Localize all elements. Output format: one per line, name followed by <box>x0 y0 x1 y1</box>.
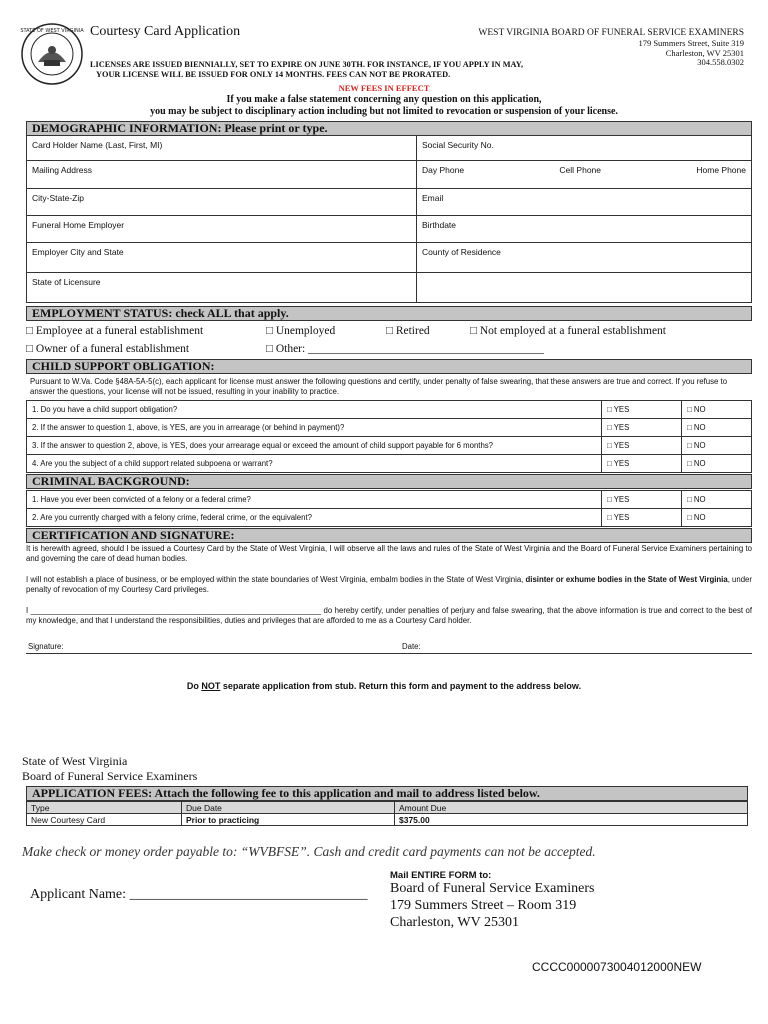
new-fees-notice: NEW FEES IN EFFECT <box>338 83 430 93</box>
email-field[interactable] <box>417 189 751 215</box>
donot-c: separate application from stub. Return this form and payment to the address below. <box>220 681 582 691</box>
no-checkbox[interactable]: □ NO <box>682 491 752 509</box>
yes-checkbox[interactable]: □ YES <box>602 491 682 509</box>
notice-line-1: LICENSES ARE ISSUED BIENNIALLY, SET TO EXPIRE ON JUNE 30TH. FOR INSTANCE, IF YOU APPLY IN MAY, <box>90 60 524 69</box>
other-checkbox[interactable]: □ Other: _________________________________________ <box>266 343 544 355</box>
yes-checkbox[interactable]: □ YES <box>602 455 682 473</box>
certification-para-2 <box>26 575 752 595</box>
state-name: State of West Virginia <box>22 754 128 768</box>
board-phone: 304.558.0302 <box>697 57 744 68</box>
mail-heading: Mail ENTIRE FORM to: <box>390 870 492 881</box>
col-due: Due Date <box>182 802 395 814</box>
retired-checkbox[interactable]: □ Retired <box>386 325 430 337</box>
employer-city-field[interactable]: Employer City and State <box>27 243 417 272</box>
criminal-table <box>26 490 752 527</box>
table-row <box>27 802 748 814</box>
para2-text-a: I will not establish a place of business, or be employed within the state boundaries of West Virginia, embalm bodies in the State of West Virginia, <box>26 575 526 584</box>
form-code: CCCC0000073004012000NEW <box>532 960 702 974</box>
board-address-1: 179 Summers Street, Suite 319 <box>638 37 744 48</box>
table-row <box>27 455 752 473</box>
child-support-intro: Pursuant to W.Va. Code §48A-5A-5(c), each applicant for license must answer the following questions and certify, under penalty of false swearing, that these answers are true and correct. If you refuse to answer the questions, your license will not be issued, resulting in your inability to practice. <box>30 377 728 397</box>
svg-text:STATE OF WEST VIRGINIA: STATE OF WEST VIRGINIA <box>20 28 84 34</box>
applicant-name-field[interactable]: Applicant Name: __________________________________ <box>30 887 368 902</box>
table-row <box>27 814 748 826</box>
certification-heading: CERTIFICATION AND SIGNATURE: <box>26 528 752 543</box>
fees-table <box>26 801 748 826</box>
employee-checkbox[interactable]: □ Employee at a funeral establishment <box>26 325 204 337</box>
no-checkbox[interactable]: □ NO <box>682 509 752 527</box>
question-text: 1. Have you ever been convicted of a felony or a federal crime? <box>27 491 602 509</box>
warning-line-1: If you make a false statement concerning any question on this application, <box>226 94 542 105</box>
yes-checkbox[interactable]: □ YES <box>602 437 682 455</box>
col-type: Type <box>27 802 182 814</box>
question-text: 1. Do you have a child support obligation? <box>27 401 602 419</box>
do-not-separate-notice <box>0 681 768 691</box>
criminal-heading: CRIMINAL BACKGROUND: <box>26 474 752 489</box>
state-seal-logo <box>20 22 84 86</box>
question-text: 2. If the answer to question 1, above, is YES, are you in arrearage (or behind in payment)? <box>27 419 602 437</box>
state-licensure-field[interactable]: State of Licensure <box>27 273 417 302</box>
form-title: Courtesy Card Application <box>90 24 241 39</box>
yes-checkbox[interactable]: □ YES <box>602 509 682 527</box>
board-name: WEST VIRGINIA BOARD OF FUNERAL SERVICE EXAMINERS <box>478 28 744 38</box>
employer-field[interactable]: Funeral Home Employer <box>27 216 417 242</box>
phone-fields[interactable] <box>417 161 751 188</box>
county-label: County of Residence <box>422 247 501 257</box>
table-row <box>27 437 752 455</box>
email-label: Email <box>422 193 444 203</box>
table-row <box>27 401 752 419</box>
table-row <box>27 509 752 527</box>
mail-line-2: 179 Summers Street – Room 319 <box>390 898 577 914</box>
owner-checkbox[interactable]: □ Owner of a funeral establishment <box>26 343 190 355</box>
notice-line-2: YOUR LICENSE WILL BE ISSUED FOR ONLY 14 MONTHS. FEES CAN NOT BE PRORATED. <box>96 70 451 80</box>
home-phone-label: Home Phone <box>696 165 746 175</box>
board-address-2: Charleston, WV 25301 <box>665 47 744 58</box>
yes-checkbox[interactable]: □ YES <box>602 419 682 437</box>
demographic-heading: DEMOGRAPHIC INFORMATION: Please print or type. <box>26 121 752 136</box>
employment-options <box>26 322 752 358</box>
day-phone-label: Day Phone <box>422 165 465 175</box>
date-label: Date: <box>402 642 421 651</box>
question-text: 3. If the answer to question 2, above, is YES, does your arrearage equal or exceed the amount of child support payable for 6 months? <box>27 437 602 455</box>
payable-note: Make check or money order payable to: “WVBFSE”. Cash and credit card payments can not be accepted. <box>22 844 596 859</box>
question-text: 4. Are you the subject of a child support related subpoena or warrant? <box>27 455 602 473</box>
col-amount: Amount Due <box>395 802 748 814</box>
para2-text-c: , under penalty of revocation of my Courtesy Card privileges. <box>26 575 752 595</box>
unemployed-checkbox[interactable]: □ Unemployed <box>266 325 336 337</box>
warning-line-2: you may be subject to disciplinary action including but not limited to revocation or suspension of your license. <box>150 106 618 117</box>
blank-cell <box>417 273 751 302</box>
not-employed-checkbox[interactable]: □ Not employed at a funeral establishment <box>470 325 666 337</box>
fee-type: New Courtesy Card <box>27 814 182 826</box>
county-field[interactable] <box>417 243 751 272</box>
no-checkbox[interactable]: □ NO <box>682 401 752 419</box>
ssn-field[interactable] <box>417 136 751 160</box>
fee-amount: $375.00 <box>395 814 748 826</box>
yes-checkbox[interactable]: □ YES <box>602 401 682 419</box>
table-row <box>27 419 752 437</box>
question-text: 2. Are you currently charged with a felony crime, federal crime, or the equivalent? <box>27 509 602 527</box>
no-checkbox[interactable]: □ NO <box>682 455 752 473</box>
table-row <box>27 491 752 509</box>
mail-line-3: Charleston, WV 25301 <box>390 914 519 930</box>
signature-line[interactable] <box>26 640 752 654</box>
ssn-label: Social Security No. <box>422 140 494 150</box>
birthdate-field[interactable] <box>417 216 751 242</box>
false-statement-warning <box>0 94 768 118</box>
board-name-footer: Board of Funeral Service Examiners <box>22 769 198 783</box>
donot-a: Do <box>186 681 202 691</box>
certification-para-1: It is herewith agreed, should I be issued a Courtesy Card by the State of West Virginia, I will observe all the laws and rules of the State of West Virginia and the Board of Funeral Service Examiners pertaining to and governing the care of dead human bodies. <box>26 544 752 564</box>
donot-b: NOT <box>201 681 221 691</box>
cell-phone-label: Cell Phone <box>559 165 602 175</box>
state-board-name <box>22 754 197 784</box>
mailing-address-field[interactable]: Mailing Address <box>27 161 417 188</box>
child-support-table <box>26 400 752 473</box>
employment-heading: EMPLOYMENT STATUS: check ALL that apply. <box>26 306 752 321</box>
city-state-zip-field[interactable]: City-State-Zip <box>27 189 417 215</box>
fee-due: Prior to practicing <box>182 814 395 826</box>
child-support-heading: CHILD SUPPORT OBLIGATION: <box>26 359 752 374</box>
mailing-address <box>390 870 595 932</box>
license-notice <box>90 60 523 81</box>
mail-line-1: Board of Funeral Service Examiners <box>390 881 595 897</box>
signature-label: Signature: <box>28 642 64 651</box>
birthdate-label: Birthdate <box>422 220 457 230</box>
para2-bold: disinter or exhume bodies in the State of West Virginia <box>525 575 728 584</box>
no-checkbox[interactable]: □ NO <box>682 437 752 455</box>
fees-heading: APPLICATION FEES: Attach the following fee to this application and mail to address listed below. <box>26 786 748 801</box>
demographic-grid <box>26 136 752 303</box>
no-checkbox[interactable]: □ NO <box>682 419 752 437</box>
certification-para-3: I ___________________________________________________________________ do hereby certify, under penalties of perjury and false swearing, that the above information is true and correct to the best of my knowledge, and that I understand the responsibilities, duties and privileges that are afforded to me as a Courtesy Card holder. <box>26 606 752 626</box>
card-holder-field[interactable]: Card Holder Name (Last, First, MI) <box>27 136 417 160</box>
